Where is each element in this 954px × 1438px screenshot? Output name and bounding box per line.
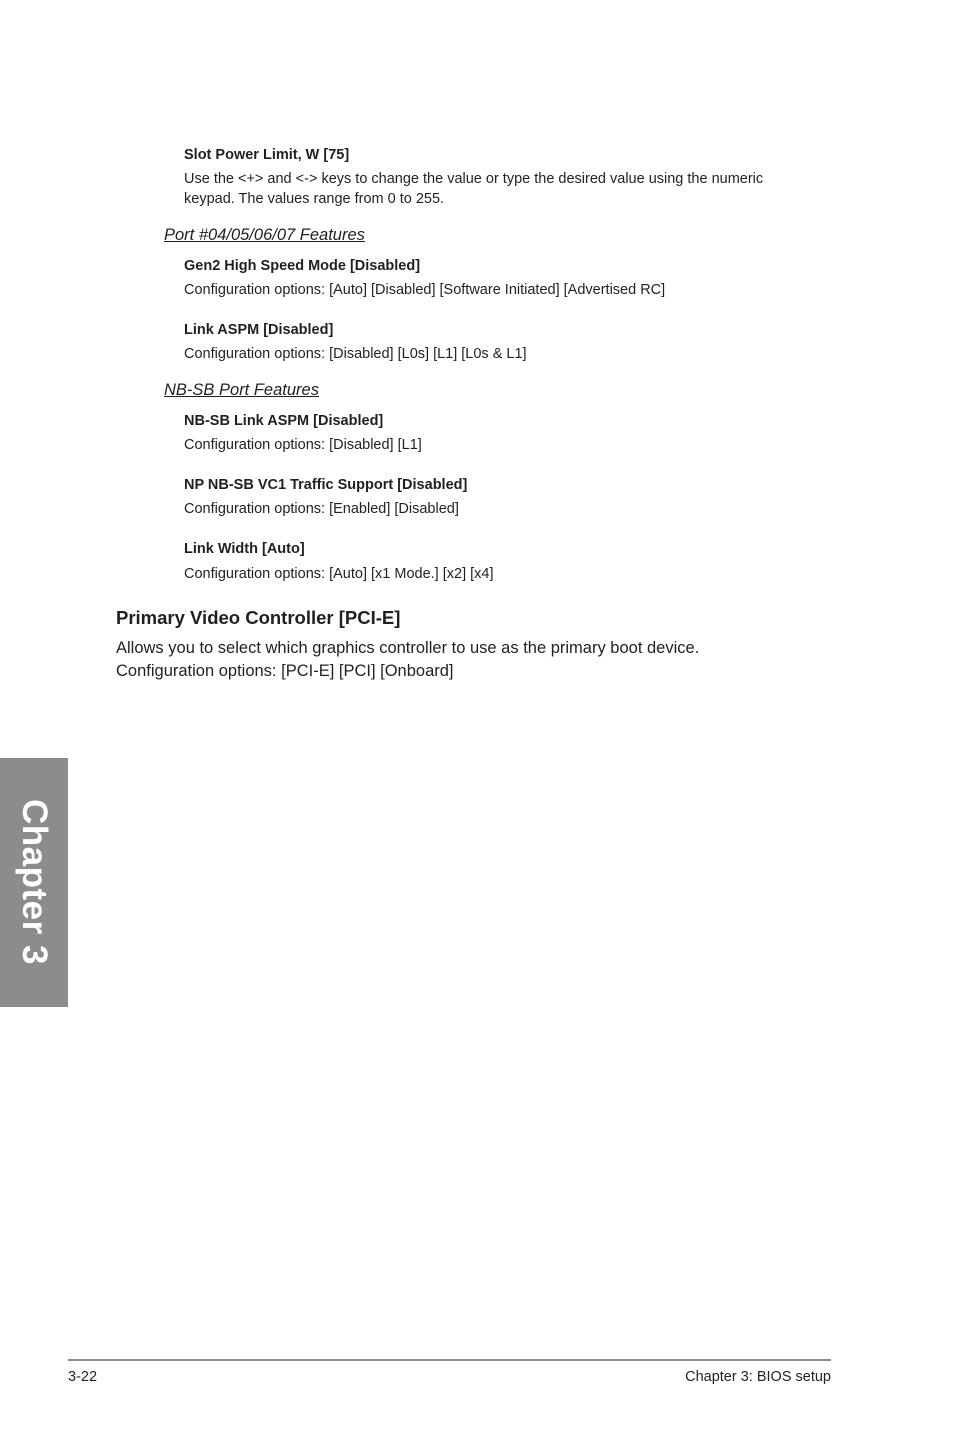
footer-divider bbox=[68, 1359, 831, 1361]
gen2-high-speed-desc: Configuration options: [Auto] [Disabled] [Software Initiated] [Advertised RC] bbox=[184, 282, 666, 298]
link-width-title: Link Width [Auto] bbox=[184, 541, 305, 557]
nbsb-link-aspm-title: NB-SB Link ASPM [Disabled] bbox=[184, 413, 384, 429]
chapter-tab-label: Chapter 3 bbox=[15, 799, 54, 965]
primary-video-desc-line2: Configuration options: [PCI-E] [PCI] [Onboard] bbox=[116, 662, 454, 680]
link-aspm-desc: Configuration options: [Disabled] [L0s] [L1] [L0s & L1] bbox=[184, 346, 527, 362]
footer-chapter-title: Chapter 3: BIOS setup bbox=[685, 1369, 831, 1385]
vc1-traffic-desc: Configuration options: [Enabled] [Disabled] bbox=[184, 501, 459, 517]
port-features-heading: Port #04/05/06/07 Features bbox=[164, 226, 365, 244]
link-width-desc: Configuration options: [Auto] [x1 Mode.] [x2] [x4] bbox=[184, 566, 494, 582]
nbsb-link-aspm-desc: Configuration options: [Disabled] [L1] bbox=[184, 437, 422, 453]
slot-power-limit-title: Slot Power Limit, W [75] bbox=[184, 147, 350, 163]
nbsb-features-heading: NB-SB Port Features bbox=[164, 381, 319, 399]
primary-video-desc-line1: Allows you to select which graphics controller to use as the primary boot device. bbox=[116, 639, 700, 657]
page-number: 3-22 bbox=[68, 1369, 98, 1385]
slot-power-limit-desc-line1: Use the <+> and <-> keys to change the value or type the desired value using the numeric bbox=[184, 171, 764, 187]
vc1-traffic-title: NP NB-SB VC1 Traffic Support [Disabled] bbox=[184, 477, 468, 493]
gen2-high-speed-title: Gen2 High Speed Mode [Disabled] bbox=[184, 258, 421, 274]
link-aspm-title: Link ASPM [Disabled] bbox=[184, 322, 334, 338]
primary-video-title: Primary Video Controller [PCI-E] bbox=[116, 607, 401, 628]
slot-power-limit-desc-line2: keypad. The values range from 0 to 255. bbox=[184, 191, 445, 207]
chapter-tab bbox=[0, 758, 68, 1007]
